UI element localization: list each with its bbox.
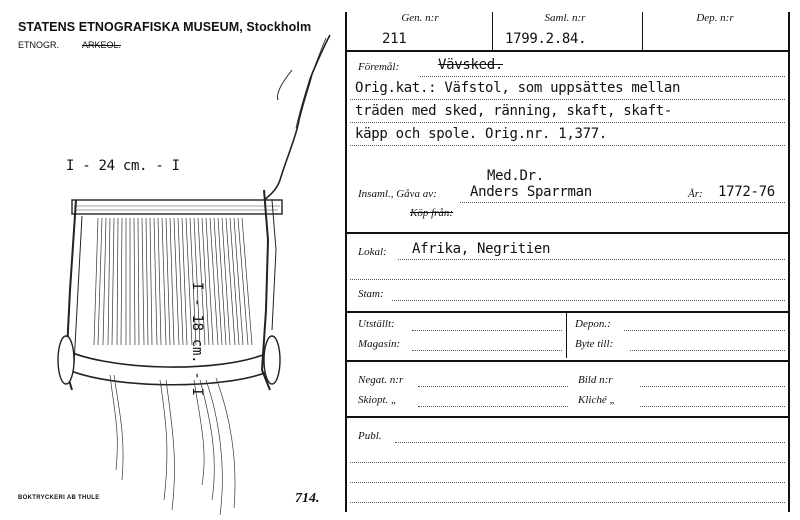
rule-top: [345, 50, 789, 52]
gen-nr-value: 211: [382, 31, 407, 47]
width-dimension-label: I - 24 cm. - I: [66, 158, 180, 174]
insaml-name: Anders Sparrman: [470, 184, 592, 200]
rule-utstallt: [345, 311, 789, 313]
form-left-border: [345, 12, 347, 512]
dep-nr-label: Dep. n:r: [696, 12, 734, 24]
foremal-line-1: Orig.kat.: Väfstol, som uppsättes mellan: [355, 80, 681, 96]
top-divider-1: [492, 12, 493, 50]
loom-sketch: [40, 30, 340, 520]
foremal-line-3: käpp och spole. Orig.nr. 1,377.: [355, 126, 607, 142]
utstallt-label: Utställt:: [358, 318, 395, 330]
insaml-label: Insaml., Gåva av:: [358, 188, 437, 200]
negat-label: Negat. n:r: [358, 374, 404, 386]
ar-value: 1772-76: [718, 184, 775, 200]
rule-publ: [345, 416, 789, 418]
depon-label: Depon.:: [575, 318, 611, 330]
handwritten-number: 714.: [295, 491, 320, 506]
saml-nr-label: Saml. n:r: [544, 12, 586, 24]
rule-lokal: [345, 232, 789, 234]
arkeol-label: ARKEOL.: [82, 40, 122, 50]
form-right-border: [788, 12, 790, 512]
utstallt-divider: [566, 313, 567, 358]
bild-label: Bild n:r: [578, 374, 613, 386]
kliche-label: Kliché „: [578, 394, 616, 406]
height-dimension-label: I - 18 cm. - I: [189, 282, 205, 396]
byte-label: Byte till:: [575, 338, 614, 350]
lokal-value: Afrika, Negritien: [412, 241, 551, 257]
etnogr-label: ETNOGR.: [18, 40, 60, 50]
foremal-struck-value: Vävsked.: [438, 57, 504, 73]
saml-nr-value: 1799.2.84.: [505, 31, 587, 47]
rule-negat: [345, 360, 789, 362]
gen-nr-label: Gen. n:r: [401, 12, 439, 24]
printer-imprint: BOKTRYCKERI AB THULE: [18, 495, 100, 501]
museum-title: STATENS ETNOGRAFISKA MUSEUM, Stockholm: [18, 20, 312, 34]
foremal-line-2: träden med sked, ränning, skaft, skaft-: [355, 103, 673, 119]
insaml-title: Med.Dr.: [487, 168, 544, 184]
lokal-label: Lokal:: [358, 246, 387, 258]
kop-label: Köp från:: [410, 207, 454, 219]
magasin-label: Magasin:: [358, 338, 401, 350]
skiopt-label: Skiopt. „: [358, 394, 398, 406]
top-divider-2: [642, 12, 643, 50]
foremal-label: Föremål:: [358, 61, 400, 73]
publ-label: Publ.: [358, 430, 382, 442]
stam-label: Stam:: [358, 288, 384, 300]
ar-label: År:: [688, 188, 703, 200]
